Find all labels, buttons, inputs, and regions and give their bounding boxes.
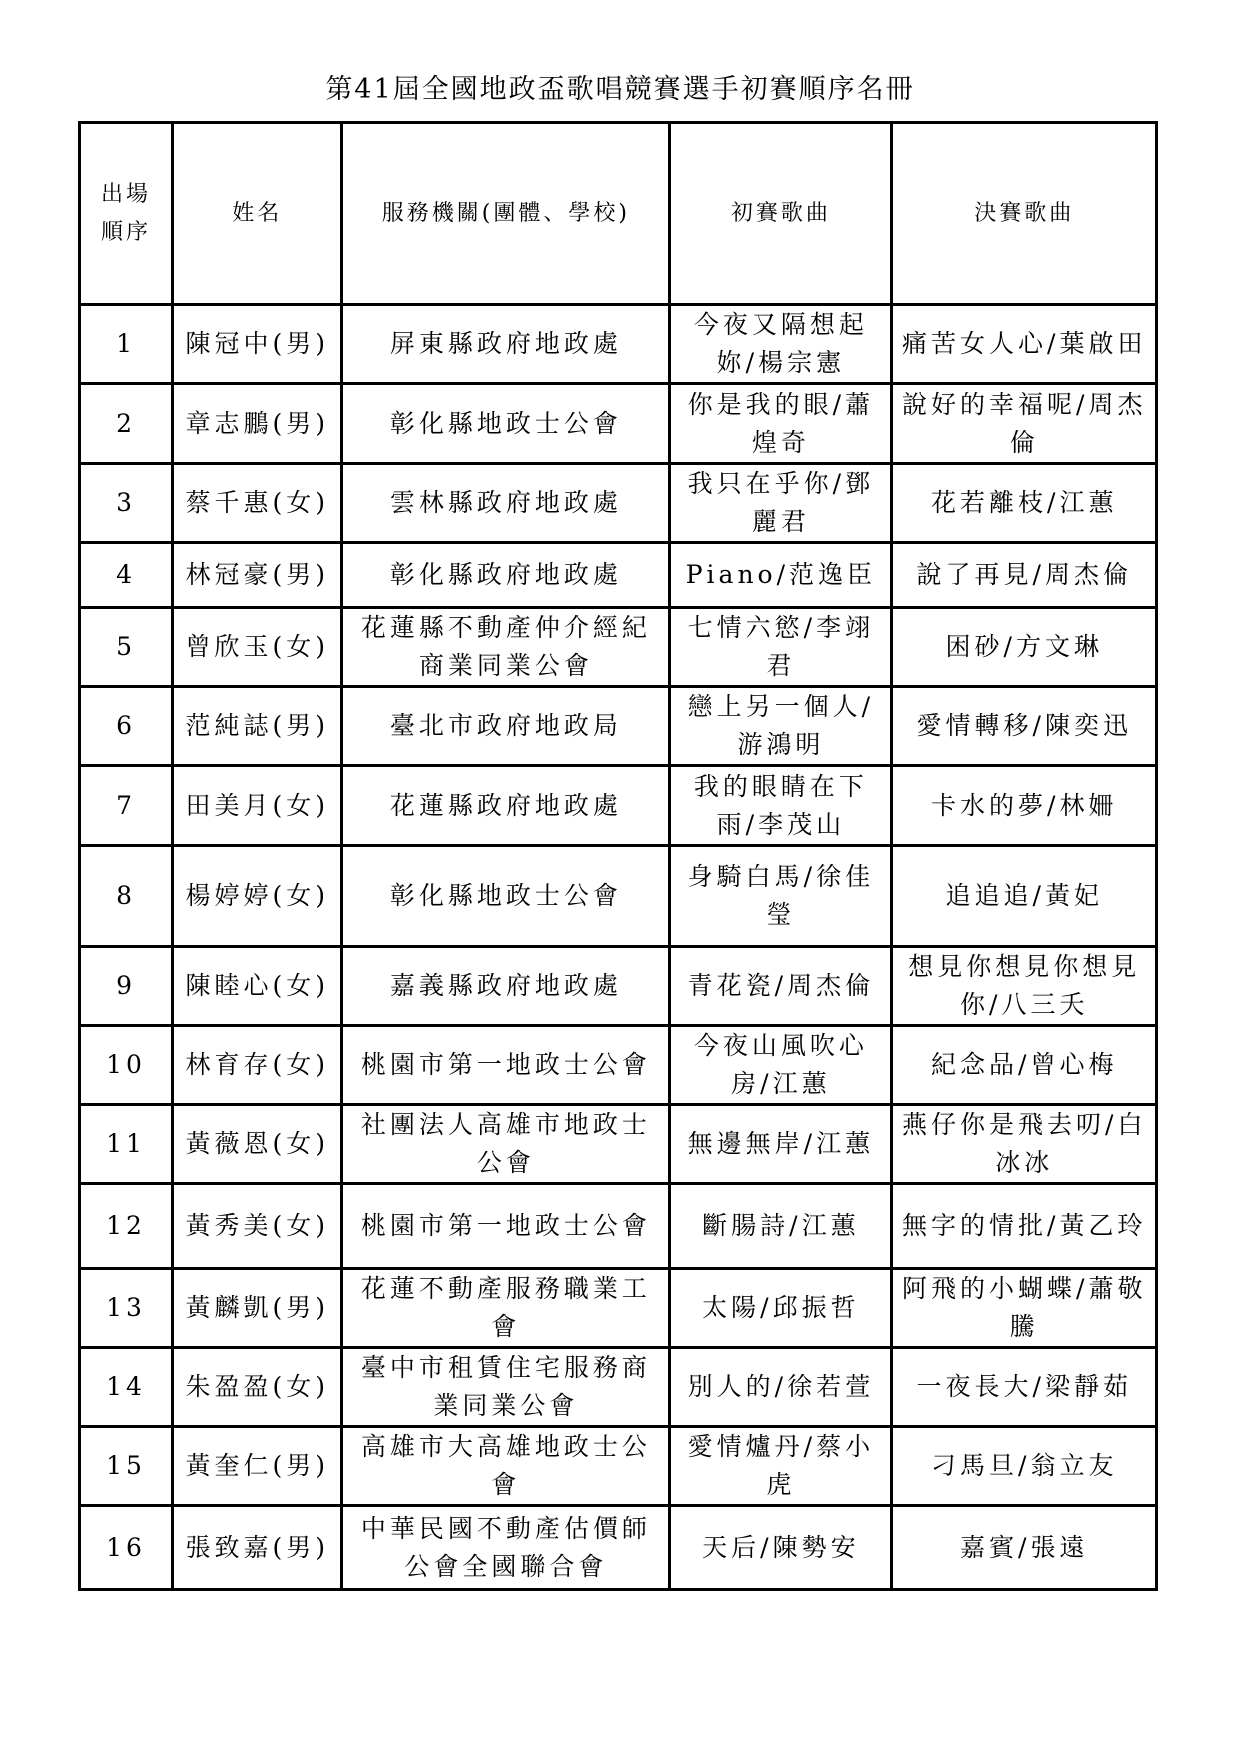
- row-prelim-song: 天后/陳勢安: [670, 1506, 892, 1590]
- row-final-song: 無字的情批/黃乙玲: [892, 1184, 1157, 1269]
- row-order: 1: [80, 305, 173, 384]
- row-prelim-song: 你是我的眼/蕭煌奇: [670, 384, 892, 464]
- row-name: 章志鵬(男): [173, 384, 342, 464]
- row-prelim-song: 我的眼睛在下雨/李茂山: [670, 766, 892, 846]
- row-prelim-song: 身騎白馬/徐佳瑩: [670, 846, 892, 947]
- row-prelim-song: 無邊無岸/江蕙: [670, 1105, 892, 1184]
- row-name: 蔡千惠(女): [173, 464, 342, 543]
- row-prelim-song: 愛情爐丹/蔡小虎: [670, 1427, 892, 1506]
- row-org: 社團法人高雄市地政士公會: [342, 1105, 670, 1184]
- row-org: 花蓮縣不動產仲介經紀商業同業公會: [342, 608, 670, 687]
- row-order: 9: [80, 947, 173, 1026]
- row-final-song: 一夜長大/梁靜茹: [892, 1348, 1157, 1427]
- row-org: 雲林縣政府地政處: [342, 464, 670, 543]
- roster-body: [80, 305, 1157, 1590]
- header-row: [80, 123, 1157, 305]
- row-name: 曾欣玉(女): [173, 608, 342, 687]
- row-name: 田美月(女): [173, 766, 342, 846]
- header-prelim-song: 初賽歌曲: [670, 123, 892, 305]
- table-row: [80, 846, 1157, 947]
- table-row: [80, 687, 1157, 766]
- row-final-song: 刁馬旦/翁立友: [892, 1427, 1157, 1506]
- row-order: 13: [80, 1269, 173, 1348]
- table-row: [80, 1184, 1157, 1269]
- row-prelim-song: 斷腸詩/江蕙: [670, 1184, 892, 1269]
- row-order: 6: [80, 687, 173, 766]
- table-row: [80, 947, 1157, 1026]
- row-name: 范純誌(男): [173, 687, 342, 766]
- row-order: 7: [80, 766, 173, 846]
- table-row: [80, 1348, 1157, 1427]
- row-org: 中華民國不動產估價師公會全國聯合會: [342, 1506, 670, 1590]
- row-name: 張致嘉(男): [173, 1506, 342, 1590]
- table-row: [80, 1105, 1157, 1184]
- row-order: 3: [80, 464, 173, 543]
- header-org: 服務機關(團體、學校): [342, 123, 670, 305]
- row-name: 朱盈盈(女): [173, 1348, 342, 1427]
- row-org: 臺中市租賃住宅服務商業同業公會: [342, 1348, 670, 1427]
- table-row: [80, 608, 1157, 687]
- row-order: 12: [80, 1184, 173, 1269]
- row-final-song: 困砂/方文琳: [892, 608, 1157, 687]
- row-org: 花蓮不動產服務職業工會: [342, 1269, 670, 1348]
- table-row: [80, 543, 1157, 608]
- row-final-song: 卡水的夢/林姍: [892, 766, 1157, 846]
- row-name: 陳睦心(女): [173, 947, 342, 1026]
- row-prelim-song: 我只在乎你/鄧麗君: [670, 464, 892, 543]
- row-name: 林冠豪(男): [173, 543, 342, 608]
- row-order: 2: [80, 384, 173, 464]
- table-row: [80, 305, 1157, 384]
- row-order: 8: [80, 846, 173, 947]
- row-order: 16: [80, 1506, 173, 1590]
- row-prelim-song: Piano/范逸臣: [670, 543, 892, 608]
- row-org: 彰化縣政府地政處: [342, 543, 670, 608]
- row-name: 楊婷婷(女): [173, 846, 342, 947]
- row-final-song: 花若離枝/江蕙: [892, 464, 1157, 543]
- header-final-song: 決賽歌曲: [892, 123, 1157, 305]
- row-org: 屏東縣政府地政處: [342, 305, 670, 384]
- row-org: 彰化縣地政士公會: [342, 846, 670, 947]
- row-final-song: 愛情轉移/陳奕迅: [892, 687, 1157, 766]
- row-org: 桃園市第一地政士公會: [342, 1026, 670, 1105]
- row-prelim-song: 今夜山風吹心房/江蕙: [670, 1026, 892, 1105]
- row-order: 11: [80, 1105, 173, 1184]
- row-name: 林育存(女): [173, 1026, 342, 1105]
- row-org: 彰化縣地政士公會: [342, 384, 670, 464]
- row-org: 臺北市政府地政局: [342, 687, 670, 766]
- row-order: 4: [80, 543, 173, 608]
- row-order: 15: [80, 1427, 173, 1506]
- row-prelim-song: 太陽/邱振哲: [670, 1269, 892, 1348]
- row-final-song: 說了再見/周杰倫: [892, 543, 1157, 608]
- row-order: 14: [80, 1348, 173, 1427]
- table-row: [80, 464, 1157, 543]
- row-final-song: 阿飛的小蝴蝶/蕭敬騰: [892, 1269, 1157, 1348]
- row-final-song: 說好的幸福呢/周杰倫: [892, 384, 1157, 464]
- row-prelim-song: 七情六慾/李翊君: [670, 608, 892, 687]
- row-name: 黃秀美(女): [173, 1184, 342, 1269]
- row-org: 桃園市第一地政士公會: [342, 1184, 670, 1269]
- row-final-song: 紀念品/曾心梅: [892, 1026, 1157, 1105]
- table-row: [80, 766, 1157, 846]
- table-row: [80, 1026, 1157, 1105]
- table-row: [80, 1427, 1157, 1506]
- roster-table: [78, 121, 1158, 1591]
- row-prelim-song: 別人的/徐若萱: [670, 1348, 892, 1427]
- row-final-song: 嘉賓/張遠: [892, 1506, 1157, 1590]
- table-row: [80, 1506, 1157, 1590]
- row-org: 花蓮縣政府地政處: [342, 766, 670, 846]
- table-row: [80, 384, 1157, 464]
- row-order: 5: [80, 608, 173, 687]
- row-org: 嘉義縣政府地政處: [342, 947, 670, 1026]
- row-final-song: 想見你想見你想見你/八三夭: [892, 947, 1157, 1026]
- row-final-song: 痛苦女人心/葉啟田: [892, 305, 1157, 384]
- row-prelim-song: 今夜又隔想起妳/楊宗憲: [670, 305, 892, 384]
- row-name: 黃奎仁(男): [173, 1427, 342, 1506]
- row-final-song: 追追追/黃妃: [892, 846, 1157, 947]
- table-row: [80, 1269, 1157, 1348]
- row-prelim-song: 青花瓷/周杰倫: [670, 947, 892, 1026]
- row-order: 10: [80, 1026, 173, 1105]
- row-prelim-song: 戀上另一個人/游鴻明: [670, 687, 892, 766]
- row-name: 黃麟凱(男): [173, 1269, 342, 1348]
- row-name: 黃薇恩(女): [173, 1105, 342, 1184]
- row-name: 陳冠中(男): [173, 305, 342, 384]
- document-title: 第41屆全國地政盃歌唱競賽選手初賽順序名冊: [325, 74, 915, 105]
- header-order: 出場 順序: [80, 123, 173, 305]
- row-org: 高雄市大高雄地政士公會: [342, 1427, 670, 1506]
- header-name: 姓名: [173, 123, 342, 305]
- row-final-song: 燕仔你是飛去叨/白冰冰: [892, 1105, 1157, 1184]
